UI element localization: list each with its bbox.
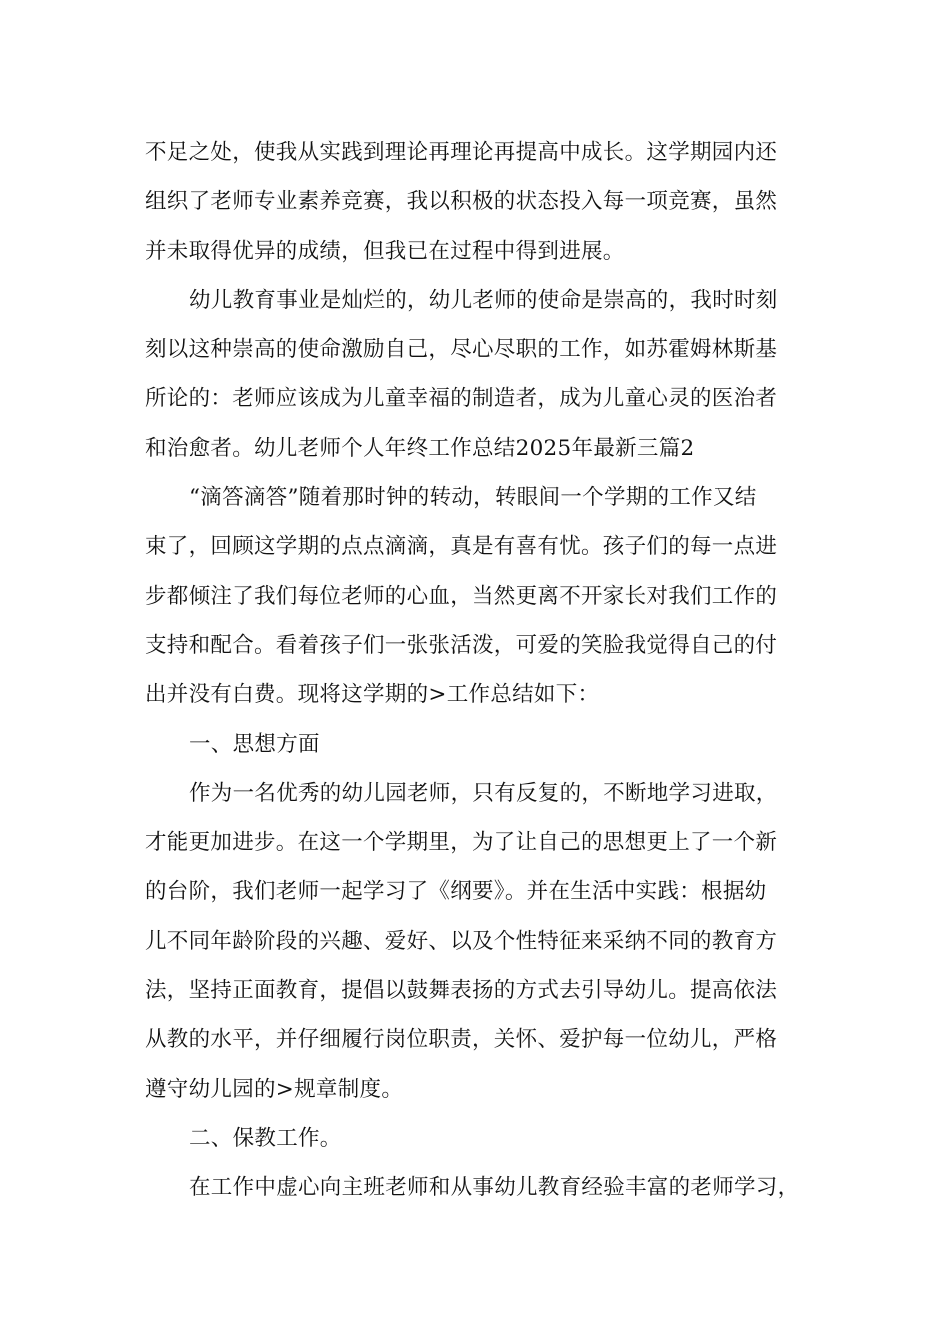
text-line: 步都倾注了我们每位老师的心血，当然更离不开家长对我们工作的 [145,583,778,609]
paragraph-start-line: 作为一名优秀的幼儿园老师，只有反复的，不断地学习进取， [189,780,778,806]
text-line: 组织了老师专业素养竞赛，我以积极的状态投入每一项竞赛，虽然 [145,189,778,215]
text-line: 支持和配合。看着孩子们一张张活泼，可爱的笑脸我觉得自己的付 [145,632,778,658]
text-line: 不足之处，使我从实践到理论再理论再提高中成长。这学期园内还 [145,140,778,165]
text-line: 出并没有白费。现将这学期的>工作总结如下： [145,682,600,708]
text-line: 所论的：老师应该成为儿童幸福的制造者，成为儿童心灵的医治者 [145,386,778,412]
text-line: 刻以这种崇高的使命激励自己，尽心尽职的工作，如苏霍姆林斯基 [145,337,778,363]
paragraph-start-line: 幼儿教育事业是灿烂的，幼儿老师的使命是崇高的，我时时刻 [189,287,778,313]
paragraph-start-line: 在工作中虚心向主班老师和从事幼儿教育经验丰富的老师学习， [189,1175,800,1201]
text-line: 和治愈者。幼儿老师个人年终工作总结2025年最新三篇2 [145,435,695,461]
section-heading: 一、思想方面 [189,731,320,757]
text-line: 并未取得优异的成绩，但我已在过程中得到进展。 [145,238,625,264]
text-line: 才能更加进步。在这一个学期里，为了让自己的思想更上了一个新 [145,830,778,856]
text-line: 束了，回顾这学期的点点滴滴，真是有喜有忧。孩子们的每一点进 [145,534,778,560]
text-line: 遵守幼儿园的>规章制度。 [145,1076,404,1102]
document-body [145,128,835,1213]
text-line: 儿不同年龄阶段的兴趣、爱好、以及个性特征来采纳不同的教育方 [145,928,778,954]
text-line: 法，坚持正面教育，提倡以鼓舞表扬的方式去引导幼儿。提高依法 [145,978,778,1004]
section-heading: 二、保教工作。 [189,1125,342,1151]
text-line: 的台阶，我们老师一起学习了《纲要》。并在生活中实践：根据幼 [145,879,767,905]
text-line: 从教的水平，并仔细履行岗位职责，关怀、爱护每一位幼儿，严格 [145,1027,778,1053]
paragraph-start-line: “滴答滴答”随着那时钟的转动，转眼间一个学期的工作又结 [189,485,757,511]
